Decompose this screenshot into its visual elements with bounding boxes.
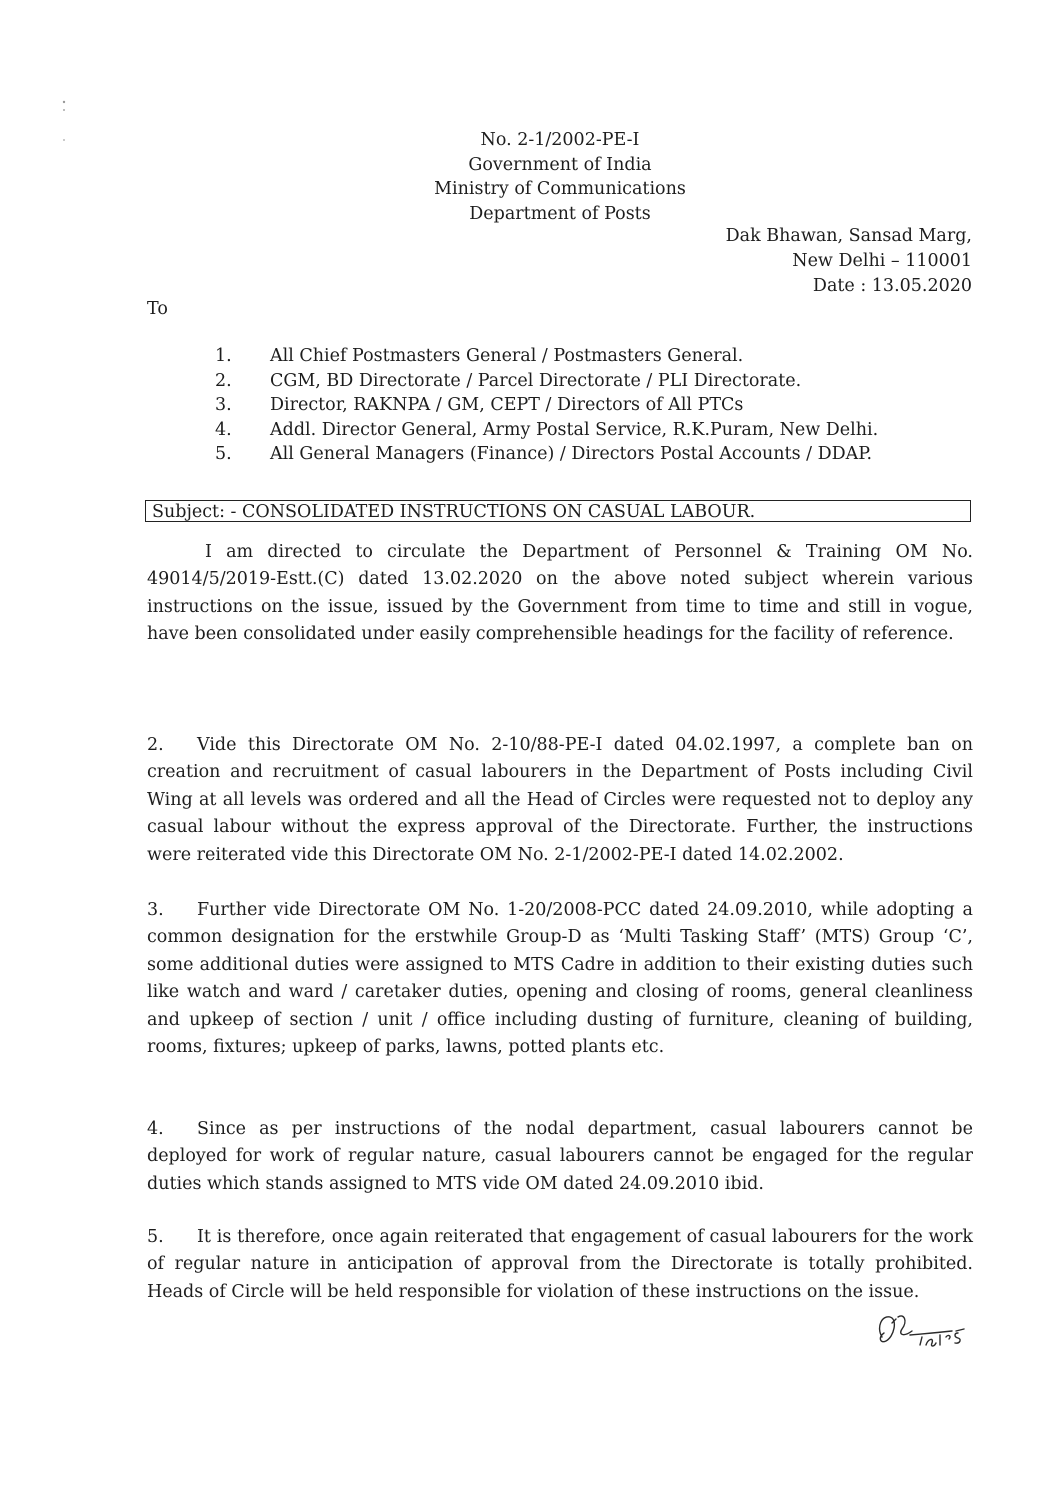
addressee-text: CGM, BD Directorate / Parcel Directorate / PLI Directorate.: [270, 370, 802, 391]
list-number: 1.: [215, 346, 232, 366]
paragraph-5: [147, 1224, 973, 1306]
paragraph-number: 5.: [147, 1227, 164, 1247]
list-item: [215, 369, 878, 394]
paragraph-number: 4.: [147, 1119, 164, 1139]
paragraph-3: [147, 897, 973, 1061]
ministry-name: Ministry of Communications: [434, 179, 686, 199]
reference-number: No. 2-1/2002-PE-I: [480, 130, 640, 150]
list-number: 5.: [215, 444, 232, 465]
list-number: 4.: [215, 419, 232, 440]
paragraph-4: [147, 1116, 973, 1198]
government-name: Government of India: [468, 154, 652, 175]
paragraph-number: 2.: [147, 735, 164, 755]
handwritten-signature: [868, 1307, 978, 1362]
letter-date: Date : 13.05.2020: [812, 276, 972, 296]
addressee-text: All Chief Postmasters General / Postmasters General.: [270, 346, 744, 366]
subject-box: Subject: - CONSOLIDATED INSTRUCTIONS ON CASUAL LABOUR.: [145, 500, 971, 522]
sender-address: [726, 224, 972, 299]
paragraph-1: [147, 539, 973, 649]
list-number: 3.: [215, 395, 232, 416]
paragraph-4-text: Since as per instructions of the nodal department, casual labourers cannot be deployed for work of regular nature, casual labourers cannot be engaged for the regular duties which stands assigned to MTS vide OM dated 24.09.2010 ibid.: [147, 1119, 973, 1194]
address-line-2: New Delhi – 110001: [792, 251, 972, 271]
list-item: [215, 442, 878, 467]
paragraph-5-text: It is therefore, once again reiterated that engagement of casual labourers for the work of regular nature in anticipation of approval from the Directorate is totally prohibited. Heads of Circle will be held responsible for violation of these instructions on the issue.: [147, 1227, 973, 1302]
letter-header: [380, 128, 740, 226]
paragraph-1-text: I am directed to circulate the Department of Personnel & Training OM No. 49014/5/2019-Estt.(C) dated 13.02.2020 on the above noted subject wherein various instructions on the issue, issued by the Government from time to time and still in vogue, have been consolidated under easily comprehensible headings for the facility of reference.: [147, 542, 973, 645]
paragraph-2: [147, 732, 973, 869]
list-item: [215, 418, 878, 443]
list-item: [215, 393, 878, 418]
paragraph-3-text: Further vide Directorate OM No. 1-20/2008-PCC dated 24.09.2010, while adopting a common designation for the erstwhile Group-D as ‘Multi Tasking Staff’ (MTS) Group ‘C’, some additional duties were assigned to MTS Cadre in addition to their existing duties such like watch and ward / caretaker duties, opening and closing of rooms, general cleanliness and upkeep of section / unit / office including dusting of furniture, cleaning of building, rooms, fixtures; upkeep of parks, lawns, potted plants etc.: [147, 900, 973, 1058]
addressee-text: Addl. Director General, Army Postal Service, R.K.Puram, New Delhi.: [270, 419, 879, 440]
address-line-1: Dak Bhawan, Sansad Marg,: [725, 226, 972, 246]
paragraph-number: 3.: [147, 900, 164, 920]
addressee-text: All General Managers (Finance) / Directors Postal Accounts / DDAP.: [270, 444, 873, 465]
paragraph-2-text: Vide this Directorate OM No. 2-10/88-PE-I dated 04.02.1997, a complete ban on creation and recruitment of casual labourers in the Department of Posts including Civil Wing at all levels was ordered and all the Head of Circles were requested not to deploy any casual labour without the express approval of the Directorate. Further, the instructions were reiterated vide this Directorate OM No. 2-1/2002-PE-I dated 14.02.2002.: [147, 735, 973, 865]
scan-mark: [62, 96, 66, 146]
department-name: Department of Posts: [469, 203, 651, 224]
addressee-list: [215, 344, 878, 467]
addressee-text: Director, RAKNPA / GM, CEPT / Directors of All PTCs: [270, 395, 744, 416]
to-label: To: [147, 299, 168, 319]
list-item: [215, 344, 878, 369]
list-number: 2.: [215, 370, 232, 391]
